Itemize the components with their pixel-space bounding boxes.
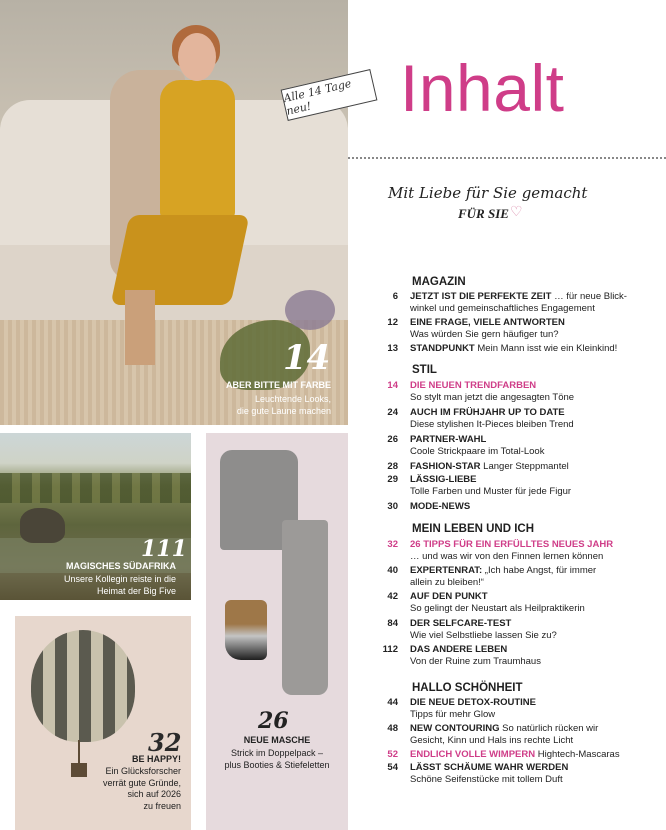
toc-entry[interactable]: 54 LÄSST SCHÄUME WAHR WERDEN Schöne Seifenstücke mit tollem Duft [387, 762, 569, 785]
fashion-page-number: 26 [258, 708, 289, 734]
hot-air-balloon [31, 630, 135, 742]
trees [0, 473, 191, 503]
section-magazin: MAGAZIN [412, 276, 466, 288]
africa-teaser-title: MAGISCHES SÜDAFRIKA [65, 561, 176, 571]
brand-logo: FÜR SIE [458, 206, 509, 221]
toc-entry[interactable]: 26 PARTNER-WAHL Coole Strickpaare im Total-Look [387, 434, 545, 457]
frequency-badge: Alle 14 Tage neu! [281, 69, 378, 121]
heart-icon: ♡ [510, 203, 523, 219]
section-schoenheit: HALLO SCHÖNHEIT [412, 682, 523, 694]
fashion-teaser-text: Strick im Doppelpack – plus Booties & Stiefeletten [224, 748, 330, 770]
toc-entry[interactable]: 44 DIE NEUE DETOX-ROUTINE Tipps für mehr Glow [387, 697, 536, 720]
fashion-teaser-title: NEUE MASCHE [243, 735, 311, 745]
balloon-teaser-title: BE HAPPY! [131, 754, 181, 764]
balloon-rope [78, 740, 80, 764]
toc-entry[interactable]: 12 EINE FRAGE, VIELE ANTWORTEN Was würden Sie gern häufiger tun? [387, 317, 565, 340]
hero-teaser-text: Leuchtende Looks, die gute Laune machen [236, 394, 331, 416]
toc-entry[interactable]: 84 DER SELFCARE-TEST Wie viel Selbstliebe lassen Sie zu? [387, 618, 557, 641]
toc-entry[interactable]: 28 FASHION-STAR Langer Steppmantel [387, 461, 569, 472]
toc-entry[interactable]: 42 AUF DEN PUNKT So gelingt der Neustart als Heilpraktikerin [387, 591, 585, 614]
toc-entry[interactable]: 13 STANDPUNKT Mein Mann isst wie ein Kleinkind! [387, 343, 618, 354]
ankle-boot [225, 600, 267, 660]
toc-entry[interactable]: 48 NEW CONTOURING So natürlich rücken wir Gesicht, Kinn und Hals ins rechte Licht [387, 723, 599, 746]
toc-entry[interactable]: 24 AUCH IM FRÜHJAHR UP TO DATE Diese stylishen It-Pieces bleiben Trend [387, 407, 574, 430]
section-stil: STIL [412, 364, 437, 376]
divider [348, 157, 666, 159]
balloon-page-number: 32 [148, 728, 182, 757]
hero-page-number: 14 [283, 338, 331, 378]
tagline: Mit Liebe für Sie gemacht [388, 184, 588, 202]
toc-entry[interactable]: 32 26 TIPPS FÜR EIN ERFÜLLTES NEUES JAHR … und was wir von den Finnen lernen können [387, 539, 614, 562]
balloon-teaser-text: Ein Glücksforscher verrät gute Gründe, sich auf 2026 zu freuen [102, 766, 181, 811]
model-head [178, 33, 216, 81]
toc-entry[interactable]: 30 MODE-NEWS [387, 501, 471, 512]
hero-teaser-title: ABER BITTE MIT FARBE [226, 380, 331, 390]
africa-teaser-text: Unsere Kollegin reiste in die Heimat der Big Five [63, 574, 176, 596]
knit-skirt [282, 520, 328, 695]
page-title: Inhalt [400, 51, 565, 125]
africa-page-number: 111 [141, 536, 187, 562]
elephant [20, 508, 65, 543]
toc-entry[interactable]: 40 EXPERTENRAT: „Ich habe Angst, für immer allein zu bleiben!“ [387, 565, 597, 588]
toc-entry[interactable]: 112 DAS ANDERE LEBEN Von der Ruine zum Traumhaus [382, 644, 541, 667]
toc-entry[interactable]: 6 JETZT IST DIE PERFEKTE ZEIT … für neue Blick- winkel und gemeinschaftliches Engagement [392, 291, 627, 314]
toc-entry[interactable]: 52 ENDLICH VOLLE WIMPERN Hightech-Mascaras [387, 749, 620, 760]
model-suit [160, 80, 235, 220]
section-leben: MEIN LEBEN UND ICH [412, 523, 535, 535]
toc-entry[interactable]: 14 DIE NEUEN TRENDFARBEN So stylt man jetzt die angesagten Töne [387, 380, 575, 403]
toc-entry[interactable]: 29 LÄSSIG-LIEBE Tolle Farben und Muster für jede Figur [387, 474, 572, 497]
model-ankle [125, 290, 155, 365]
flowers [285, 290, 335, 330]
